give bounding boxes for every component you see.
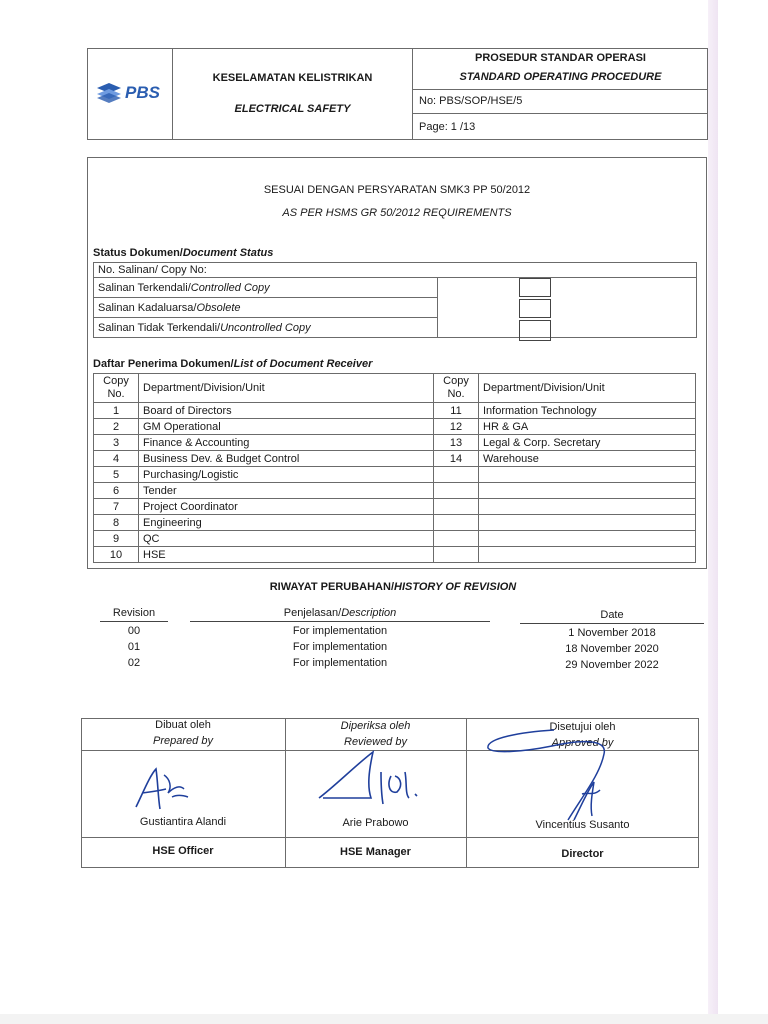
prepared-by-label-en: Prepared by: [153, 735, 213, 747]
revision-description: For implementation: [292, 657, 388, 669]
copy-no-cell-2: [434, 467, 479, 483]
dept-cell: Finance & Accounting: [139, 435, 434, 451]
copy-no-cell: 8: [94, 515, 139, 531]
reviewer-position: HSE Manager: [340, 846, 411, 858]
col-copy-2: No.: [447, 388, 465, 400]
revision-number: 01: [127, 641, 141, 653]
signature-gustiantira: [128, 765, 208, 815]
dept-cell-2: HR & GA: [479, 419, 696, 435]
copy-no-cell-2: [434, 483, 479, 499]
reviewed-by-label-id: Diperiksa oleh: [340, 720, 411, 732]
copy-no-cell: 5: [94, 467, 139, 483]
copy-no-cell: 6: [94, 483, 139, 499]
copy-no-cell-2: 13: [434, 435, 479, 451]
header-hline-2: [412, 113, 708, 114]
preparer-name: Gustiantira Alandi: [139, 816, 227, 828]
sop-title-id: PROSEDUR STANDAR OPERASI: [475, 52, 646, 64]
dept-cell-2: [479, 531, 696, 547]
receiver-row: [94, 403, 696, 419]
receiver-row: [94, 451, 696, 467]
approver-name: Vincentius Susanto: [535, 819, 630, 831]
document-status-table: [93, 262, 697, 338]
receiver-row: [94, 499, 696, 515]
reviewed-by-label-en: Reviewed by: [344, 736, 407, 748]
dept-cell-2: Information Technology: [479, 403, 696, 419]
revision-description: For implementation: [292, 641, 388, 653]
approver-position: Director: [561, 848, 604, 860]
status-checkbox-cell: [438, 278, 697, 338]
status-row-en: Uncontrolled Copy: [220, 321, 311, 334]
dept-cell: QC: [139, 531, 434, 547]
status-row-en: Obsolete: [196, 301, 241, 314]
col-dept-header: Department/Division/Unit: [139, 374, 434, 403]
copy-no-cell: 7: [94, 499, 139, 515]
col-copy-header: [94, 374, 139, 403]
status-row: [94, 278, 438, 298]
signature-vincentius: [482, 724, 632, 824]
dept-cell-2: [479, 483, 696, 499]
copy-no-cell-2: [434, 547, 479, 563]
receiver-row: [94, 531, 696, 547]
dept-cell-2: [479, 515, 696, 531]
dept-cell-2: Legal & Corp. Secretary: [479, 435, 696, 451]
copy-no-cell-2: 11: [434, 403, 479, 419]
revision-col-desc-en: Description: [341, 607, 397, 619]
receivers-table: [93, 373, 696, 563]
dept-cell-2: [479, 467, 696, 483]
receivers-heading: [93, 358, 372, 371]
document-status-heading-en: Document Status: [182, 247, 274, 259]
uncontrolled-copy-checkbox[interactable]: [519, 320, 551, 341]
dept-cell: Business Dev. & Budget Control: [139, 451, 434, 467]
preparer-position: HSE Officer: [152, 845, 214, 857]
title-id: KESELAMATAN KELISTRIKAN: [212, 72, 373, 84]
obsolete-checkbox[interactable]: [519, 299, 551, 318]
revision-number: 00: [127, 625, 141, 637]
receivers-heading-en: List of Document Receiver: [233, 358, 373, 370]
revision-underline-2: [190, 621, 490, 622]
dept-cell: GM Operational: [139, 419, 434, 435]
dept-cell: Board of Directors: [139, 403, 434, 419]
dept-cell-2: [479, 547, 696, 563]
dept-cell: Tender: [139, 483, 434, 499]
copy-no-cell: 10: [94, 547, 139, 563]
col-copy-1: Copy: [103, 375, 129, 387]
copy-no-cell: 1: [94, 403, 139, 419]
copy-no-cell-2: [434, 499, 479, 515]
revision-heading: [87, 581, 699, 594]
receiver-row: [94, 483, 696, 499]
title-en: ELECTRICAL SAFETY: [234, 103, 351, 115]
revision-col-desc-id: Penjelasan/: [283, 607, 342, 619]
revision-underline-1: [100, 621, 168, 622]
copy-no-cell: 9: [94, 531, 139, 547]
col-dept-header-2: Department/Division/Unit: [479, 374, 696, 403]
dept-cell: HSE: [139, 547, 434, 563]
revision-date: 1 November 2018: [568, 627, 656, 639]
revision-date: 18 November 2020: [565, 643, 659, 655]
compliance-line-en: AS PER HSMS GR 50/2012 REQUIREMENTS: [282, 207, 512, 219]
doc-number: No: PBS/SOP/HSE/5: [419, 95, 523, 107]
document-status-heading: [93, 247, 273, 260]
col-copy-1: Copy: [443, 375, 469, 387]
copy-no-cell-2: 14: [434, 451, 479, 467]
col-copy-2: No.: [107, 388, 125, 400]
receiver-row: [94, 467, 696, 483]
status-row: [94, 298, 438, 318]
revision-description: For implementation: [292, 625, 388, 637]
approved-by-label-id: Disetujui oleh: [549, 721, 616, 733]
status-row-id: Salinan Tidak Terkendali/: [98, 321, 221, 334]
compliance-line-id: SESUAI DENGAN PERSYARATAN SMK3 PP 50/2012: [263, 184, 531, 196]
copy-no-cell-2: [434, 515, 479, 531]
receiver-row: [94, 547, 696, 563]
receiver-row: [94, 435, 696, 451]
header-divider-1: [172, 48, 173, 140]
revision-underline-3: [520, 623, 704, 624]
status-row-id: Salinan Kadaluarsa/: [98, 301, 197, 314]
copy-no-cell: 2: [94, 419, 139, 435]
page-number: Page: 1 /13: [419, 121, 476, 133]
sop-title-en: STANDARD OPERATING PROCEDURE: [459, 71, 662, 83]
dept-cell-2: Warehouse: [479, 451, 696, 467]
receiver-row: [94, 515, 696, 531]
controlled-copy-checkbox[interactable]: [519, 278, 551, 297]
copy-no-cell: No. Salinan/ Copy No:: [94, 263, 697, 278]
receivers-heading-id: Daftar Penerima Dokumen/: [93, 358, 234, 370]
revision-col-description: [190, 607, 490, 620]
copy-no-cell: 4: [94, 451, 139, 467]
pbs-logo-icon: [95, 82, 125, 104]
reviewer-name: Arie Prabowo: [342, 817, 409, 829]
revision-heading-id: RIWAYAT PERUBAHAN/: [269, 581, 394, 593]
revision-col-revision: Revision: [112, 607, 156, 619]
copy-no-cell-2: 12: [434, 419, 479, 435]
signature-arie: [315, 746, 425, 816]
approval-hline-2: [81, 837, 699, 838]
dept-cell-2: [479, 499, 696, 515]
revision-heading-en: HISTORY OF REVISION: [394, 581, 517, 593]
revision-date: 29 November 2022: [565, 659, 659, 671]
dept-cell: Purchasing/Logistic: [139, 467, 434, 483]
dept-cell: Project Coordinator: [139, 499, 434, 515]
receiver-row: [94, 419, 696, 435]
copy-no-cell-2: [434, 531, 479, 547]
document-status-heading-id: Status Dokumen/: [93, 247, 183, 259]
status-row: [94, 318, 438, 338]
status-row-en: Controlled Copy: [190, 281, 270, 294]
logo-text: PBS: [125, 83, 160, 102]
col-copy-header-2: [434, 374, 479, 403]
status-row-id: Salinan Terkendali/: [98, 281, 191, 294]
header-hline-1: [412, 89, 708, 90]
company-logo: [95, 80, 167, 108]
dept-cell: Engineering: [139, 515, 434, 531]
revision-number: 02: [127, 657, 141, 669]
approved-by-label-en: Approved by: [551, 737, 614, 749]
copy-no-cell: 3: [94, 435, 139, 451]
revision-col-date: Date: [600, 609, 624, 621]
page-bottom-edge: [0, 1014, 768, 1024]
prepared-by-label-id: Dibuat oleh: [155, 719, 211, 731]
page-edge-shadow: [708, 0, 718, 1024]
